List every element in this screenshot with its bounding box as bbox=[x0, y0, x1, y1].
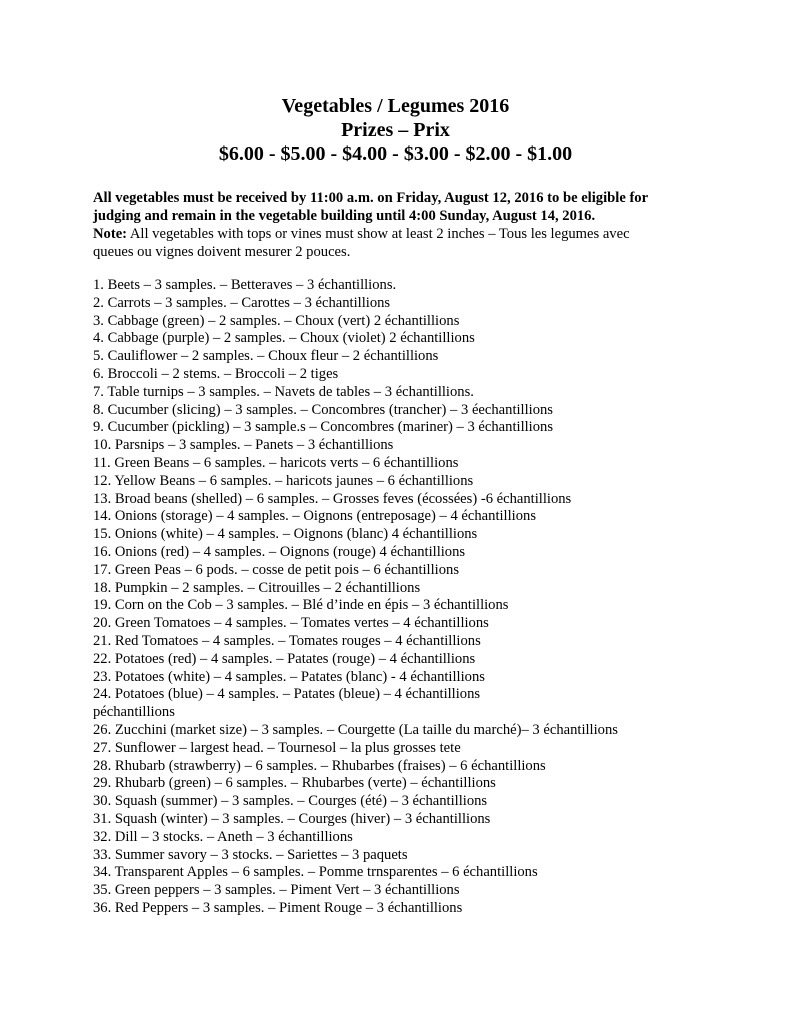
list-item: 30. Squash (summer) – 3 samples. – Courges (été) – 3 échantillions bbox=[93, 793, 488, 810]
list-item: 2. Carrots – 3 samples. – Carottes – 3 échantillions bbox=[93, 294, 391, 311]
list-item: 28. Rhubarb (strawberry) – 6 samples. – Rhubarbes (fraises) – 6 échantillions bbox=[93, 757, 546, 774]
document-title: Vegetables / Legumes 2016 bbox=[281, 95, 510, 117]
list-item: 21. Red Tomatoes – 4 samples. – Tomates rouges – 4 échantillions bbox=[93, 632, 481, 649]
list-item: 13. Broad beans (shelled) – 6 samples. – Grosses feves (écossées) -6 échantillions bbox=[93, 490, 572, 507]
list-item: 24. Potatoes (blue) – 4 samples. – Patates (bleue) – 4 échantillions bbox=[93, 686, 481, 703]
vegetable-list bbox=[93, 277, 753, 918]
list-item: 23. Potatoes (white) – 4 samples. – Patates (blanc) - 4 échantillions bbox=[93, 668, 485, 685]
list-item: 10. Parsnips – 3 samples. – Panets – 3 échantillions bbox=[93, 437, 394, 454]
list-item: 32. Dill – 3 stocks. – Aneth – 3 échantillions bbox=[93, 828, 353, 845]
list-item: 6. Broccoli – 2 stems. – Broccoli – 2 tiges bbox=[93, 365, 339, 382]
rule-line-2: judging and remain in the vegetable building until 4:00 Sunday, August 14, 2016. bbox=[93, 208, 596, 224]
document-header bbox=[0, 94, 791, 166]
list-item: 31. Squash (winter) – 3 samples. – Courges (hiver) – 3 échantillions bbox=[93, 810, 491, 827]
list-item: 26. Zucchini (market size) – 3 samples. – Courgette (La taille du marché)– 3 échantillions bbox=[93, 721, 618, 738]
prize-amounts: $6.00 - $5.00 - $4.00 - $3.00 - $2.00 - $1.00 bbox=[218, 143, 573, 165]
list-item: 29. Rhubarb (green) – 6 samples. – Rhubarbes (verte) – échantillions bbox=[93, 775, 496, 792]
list-item: 22. Potatoes (red) – 4 samples. – Patates (rouge) – 4 échantillions bbox=[93, 650, 476, 667]
list-item: 34. Transparent Apples – 6 samples. – Pomme trnsparentes – 6 échantillions bbox=[93, 864, 538, 881]
list-item: 35. Green peppers – 3 samples. – Piment Vert – 3 échantillions bbox=[93, 882, 460, 899]
list-item: 5. Cauliflower – 2 samples. – Choux fleur – 2 échantillions bbox=[93, 348, 439, 365]
note-text-1: All vegetables with tops or vines must show at least 2 inches – Tous les legumes avec bbox=[127, 226, 630, 242]
list-item: 12. Yellow Beans – 6 samples. – haricots jaunes – 6 échantillions bbox=[93, 472, 474, 489]
list-item: 19. Corn on the Cob – 3 samples. – Blé d’inde en épis – 3 échantillions bbox=[93, 597, 509, 614]
list-item: 3. Cabbage (green) – 2 samples. – Choux (vert) 2 échantillions bbox=[93, 312, 460, 329]
rule-line-1: All vegetables must be received by 11:00 a.m. on Friday, August 12, 2016 to be eligible for bbox=[93, 190, 649, 206]
note-line-2: queues ou vignes doivent mesurer 2 pouces. bbox=[93, 244, 351, 260]
list-item: péchantillions bbox=[93, 704, 175, 721]
list-item: 27. Sunflower – largest head. – Tournesol – la plus grosses tete bbox=[93, 739, 461, 756]
list-item: 16. Onions (red) – 4 samples. – Oignons (rouge) 4 échantillions bbox=[93, 543, 466, 560]
note-line-1 bbox=[93, 225, 733, 243]
list-item: 9. Cucumber (pickling) – 3 sample.s – Concombres (mariner) – 3 échantillions bbox=[93, 419, 554, 436]
list-item: 20. Green Tomatoes – 4 samples. – Tomates vertes – 4 échantillions bbox=[93, 615, 489, 632]
list-item: 7. Table turnips – 3 samples. – Navets de tables – 3 échantillions. bbox=[93, 383, 474, 400]
list-item: 17. Green Peas – 6 pods. – cosse de petit pois – 6 échantillions bbox=[93, 561, 459, 578]
list-item: 33. Summer savory – 3 stocks. – Sariettes – 3 paquets bbox=[93, 846, 408, 863]
list-item: 4. Cabbage (purple) – 2 samples. – Choux (violet) 2 échantillions bbox=[93, 330, 475, 347]
list-item: 1. Beets – 3 samples. – Betteraves – 3 échantillions. bbox=[93, 277, 397, 293]
note-label: Note: bbox=[93, 226, 128, 242]
document-subtitle: Prizes – Prix bbox=[341, 119, 450, 141]
list-item: 14. Onions (storage) – 4 samples. – Oignons (entreposage) – 4 échantillions bbox=[93, 508, 536, 525]
list-item: 11. Green Beans – 6 samples. – haricots verts – 6 échantillions bbox=[93, 454, 459, 471]
intro-section bbox=[93, 189, 733, 261]
list-item: 18. Pumpkin – 2 samples. – Citrouilles – 2 échantillions bbox=[93, 579, 421, 596]
list-item: 15. Onions (white) – 4 samples. – Oignons (blanc) 4 échantillions bbox=[93, 526, 478, 543]
list-item: 8. Cucumber (slicing) – 3 samples. – Concombres (trancher) – 3 éechantillions bbox=[93, 401, 553, 418]
list-item: 36. Red Peppers – 3 samples. – Piment Rouge – 3 échantillions bbox=[93, 899, 463, 916]
